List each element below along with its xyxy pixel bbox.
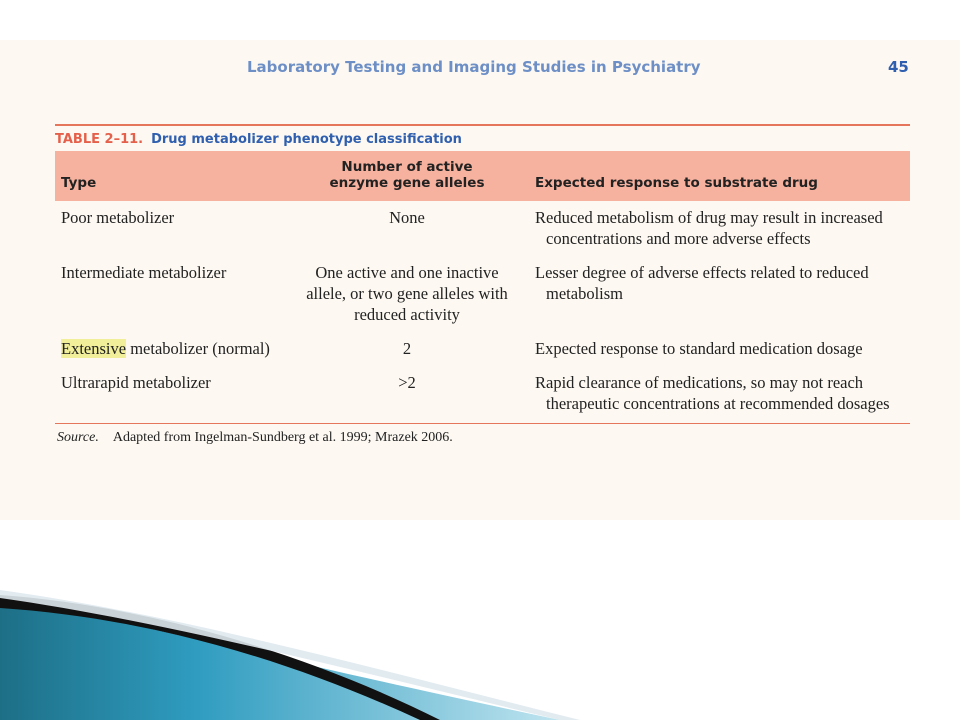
source-note (55, 424, 910, 446)
table-title: Drug metabolizer phenotype classification (151, 132, 462, 147)
row-response-cell: Lesser degree of adverse effects related to reduced metabolism (535, 263, 869, 303)
scanned-book-page (0, 40, 960, 520)
row-type-cell: Ultrarapid metabolizer (61, 373, 211, 392)
row-alleles-cell: One active and one inactive allele, or two gene alleles with reduced activity (306, 263, 508, 324)
row-response-cell: Expected response to standard medication dosage (535, 339, 863, 358)
row-type-cell: Extensive metabolizer (normal) (61, 339, 270, 358)
phenotype-table (55, 151, 910, 421)
source-label: Source. (57, 430, 99, 445)
row-response-cell: Rapid clearance of medications, so may not reach therapeutic concentrations at recommended dosages (535, 373, 890, 413)
row-alleles-cell: 2 (402, 339, 412, 358)
row-alleles-cell: >2 (398, 373, 416, 392)
header-response: Expected response to substrate drug (529, 151, 910, 201)
table-caption (55, 126, 910, 151)
highlighted-word: Extensive (61, 339, 127, 358)
table-row (55, 256, 910, 332)
row-alleles-cell: None (389, 208, 425, 227)
header-alleles: Number of active enzyme gene alleles (285, 151, 529, 201)
slide-swoosh-decoration (0, 590, 960, 720)
table-row (55, 201, 910, 256)
page-number: 45 (888, 58, 909, 76)
row-type-cell: Intermediate metabolizer (61, 263, 227, 282)
running-head: Laboratory Testing and Imaging Studies in Psychiatry (247, 58, 701, 76)
header-type: Type (55, 151, 285, 201)
header-row (55, 151, 910, 201)
table-row (55, 366, 910, 421)
row-type-cell: Poor metabolizer (61, 208, 175, 227)
row-response-cell: Reduced metabolism of drug may result in increased concentrations and more adverse effects (535, 208, 883, 248)
source-text: Adapted from Ingelman-Sundberg et al. 1999; Mrazek 2006. (112, 430, 453, 445)
table-number: TABLE 2–11. (55, 132, 144, 147)
table-row (55, 332, 910, 366)
table-block (55, 124, 910, 446)
